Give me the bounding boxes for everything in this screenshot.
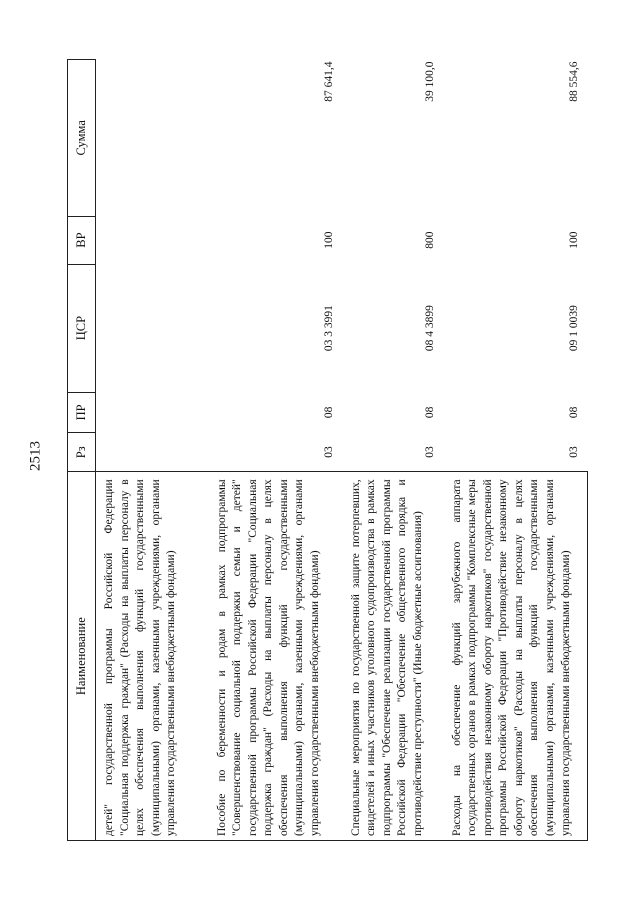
row-pr: 08 bbox=[567, 406, 580, 419]
row-vr: 100 bbox=[322, 231, 335, 249]
row-rz: 03 bbox=[423, 446, 436, 458]
row-name: Пособие по беременности и родам в рамках подпрограммы "Совершенствование социальной поддержки семьи и детей" государственной программы Российской Федерации "Социальная поддержка граждан" (Расходы на выплаты персоналу в целях обеспечения выполнения функций государственными (муниципальными) органами, казенными учреждениями, органами управления государственными внебюджетными фондами) bbox=[209, 472, 343, 841]
header-csr: ЦСР bbox=[68, 264, 96, 392]
header-name: Наименование bbox=[68, 472, 96, 841]
row-pr: 08 bbox=[423, 406, 436, 419]
header-sum: Сумма bbox=[68, 60, 96, 217]
row-sum bbox=[96, 60, 209, 217]
row-sum: 88 554,6 bbox=[567, 61, 580, 102]
row-sum: 39 100,0 bbox=[423, 61, 436, 102]
row-name: детей" государственной программы Российской Федерации "Социальная поддержка граждан" (Расходы на выплаты персоналу в целях обеспечения выполнения функций государственными (муниципальными) органами, казенными учреждениями, органами управления государственными внебюджетными фондами) bbox=[96, 472, 209, 841]
row-rz: 03 bbox=[322, 446, 335, 458]
row-sum: 87 641,4 bbox=[322, 61, 335, 102]
rotated-page-content bbox=[67, 59, 586, 841]
row-name: Специальные мероприятия по государственной защите потерпевших, свидетелей и иных участников уголовного судопроизводства в рамках подпрограммы "Обеспечение реализации государственной программы Российской Федерации "Обеспечение общественного порядка и противодействие преступности" (Иные бюджетные ассигнования) bbox=[343, 472, 444, 841]
row-csr: 08 4 3899 bbox=[423, 305, 436, 352]
budget-table bbox=[67, 59, 588, 841]
row-csr: 03 3 3991 bbox=[322, 305, 335, 352]
table-row bbox=[96, 60, 209, 841]
header-vr: ВР bbox=[68, 216, 96, 264]
table-header-row bbox=[68, 60, 96, 841]
header-rz: Рз bbox=[68, 433, 96, 472]
row-rz: 03 bbox=[567, 446, 580, 458]
row-name: Расходы на обеспечение функций зарубежного аппарата государственных органов в рамках подпрограммы "Комплексные меры противодействия незаконному обороту наркотиков" государственной программы Российской Федерации "Противодействие незаконному обороту наркотиков" (Расходы на выплаты персоналу в целях обеспечения выполнения функций государственными (муниципальными) органами, казенными учреждениями, органами управления государственными внебюджетными фондами) bbox=[444, 472, 588, 841]
table-row bbox=[343, 60, 444, 841]
row-pr: 08 bbox=[322, 406, 335, 419]
row-csr: 09 1 0039 bbox=[567, 305, 580, 352]
table-row bbox=[444, 60, 588, 841]
table-row bbox=[209, 60, 343, 841]
row-vr bbox=[96, 216, 209, 264]
header-pr: ПР bbox=[68, 392, 96, 433]
row-vr: 800 bbox=[423, 231, 436, 249]
row-vr: 100 bbox=[567, 231, 580, 249]
page-number: 2513 bbox=[27, 441, 44, 471]
row-csr bbox=[96, 264, 209, 392]
row-pr bbox=[96, 392, 209, 433]
row-rz bbox=[96, 433, 209, 472]
